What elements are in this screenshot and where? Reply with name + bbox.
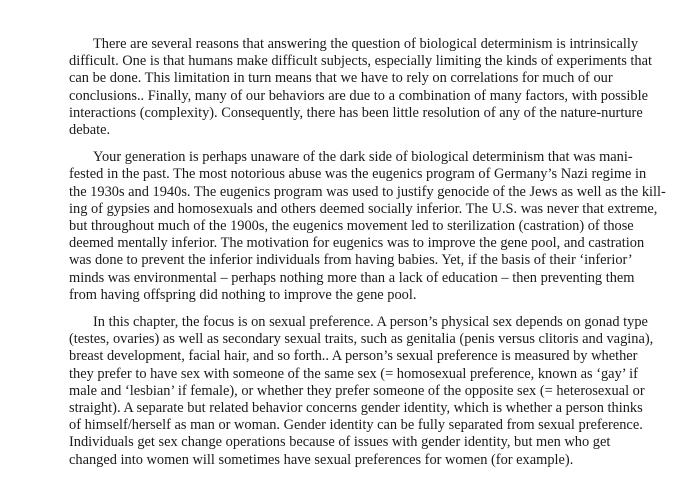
text-line: straight). A separate but related behavior concerns gender identity, which is whether a person thinks [69,400,643,417]
text-line: conclusions.. Finally, many of our behaviors are due to a combination of many factors, with possible [69,87,648,104]
text-line: they prefer to have sex with someone of the same sex (= homosexual preference, known as ‘gay’ if [69,365,638,382]
text-line: changed into women will sometimes have sexual preferences for women (for example). [69,451,574,468]
paragraph-2 [69,149,666,304]
text-line: the 1930s and 1940s. The eugenics program was used to justify genocide of the Jews as well as the kill- [69,183,666,200]
text-line: minds was environmental – perhaps nothing more than a lack of education – then preventing them [69,269,635,286]
text-line: male and ‘lesbian’ if female), or whether they prefer someone of the opposite sex (= heterosexual or [69,382,645,399]
text-line: fested in the past. The most notorious abuse was the eugenics program of Germany’s Nazi regime in [69,166,647,183]
paragraph-1 [69,36,652,139]
text-line: In this chapter, the focus is on sexual preference. A person’s physical sex depends on gonad type [93,314,648,331]
text-line: debate. [69,122,111,139]
text-line: Your generation is perhaps unaware of the dark side of biological determinism that was mani- [93,149,633,166]
text-line: but throughout much of the 1900s, the eugenics movement led to sterilization (castration) of those [69,218,634,235]
text-line: difficult. One is that humans make difficult subjects, especially limiting the kinds of experiments that [69,53,652,70]
text-line: from having offspring did nothing to improve the gene pool. [69,286,417,303]
text-line: Individuals get sex change operations because of issues with gender identity, but men who get [69,434,611,451]
text-line: breast development, facial hair, and so forth.. A person’s sexual preference is measured by whether [69,348,638,365]
text-line: There are several reasons that answering the question of biological determinism is intrinsically [93,36,639,52]
document-page [69,36,666,479]
paragraph-3 [69,314,654,469]
text-line: of himself/herself as man or woman. Gender identity can be fully separated from sexual preference. [69,417,643,434]
text-line: was done to prevent the inferior individuals from having babies. Yet, if the basis of their ‘inferior’ [69,252,633,269]
text-line: ing of gypsies and homosexuals and others deemed socially inferior. The U.S. was never that extreme, [69,200,658,217]
text-line: deemed mentally inferior. The motivation for eugenics was to improve the gene pool, and castration [69,235,645,252]
text-line: interactions (complexity). Consequently, there has been little resolution of any of the nature-nurture [69,104,643,121]
text-line: can be done. This limitation in turn means that we have to rely on correlations for much of our [69,70,613,87]
text-line: (testes, ovaries) as well as secondary sexual traits, such as genitalia (penis versus clitoris and vagina), [69,331,654,348]
